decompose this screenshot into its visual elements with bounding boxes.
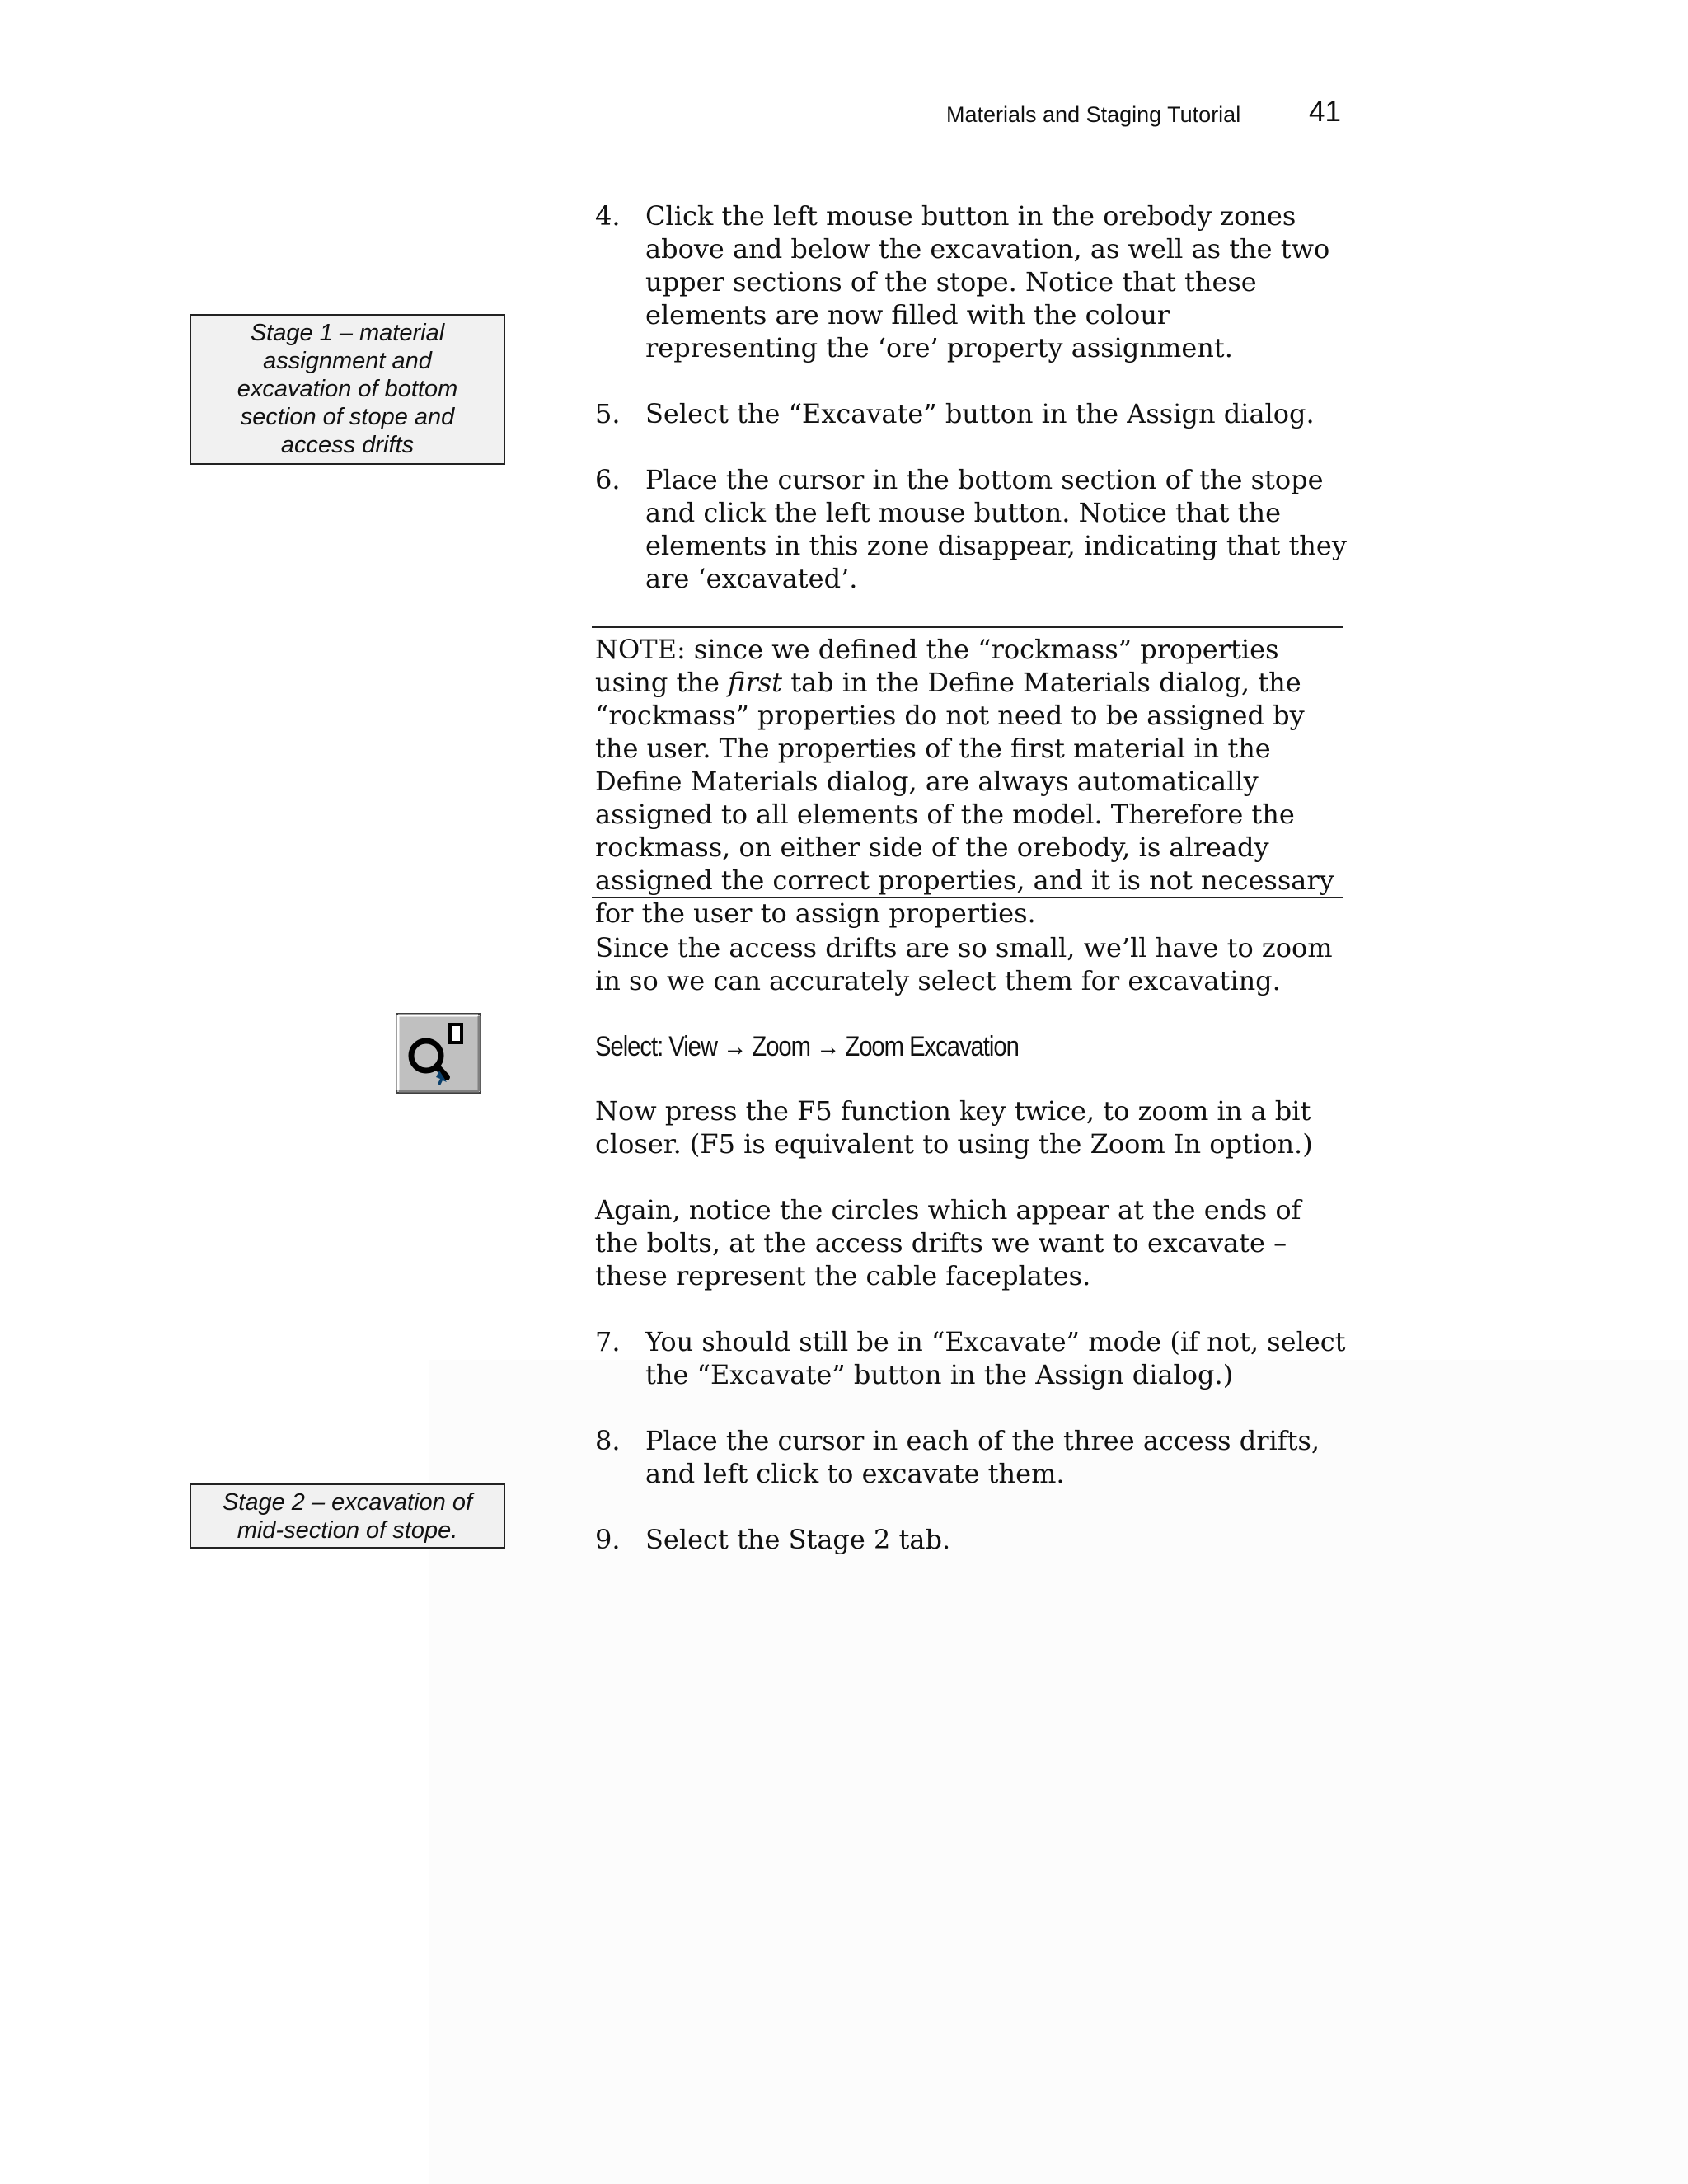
note-text [595,633,1343,930]
select-command: Select: View → Zoom → Zoom Excavation [595,1031,1019,1062]
step-text: Place the cursor in each of the three access drifts, and left click to excavate them. [645,1425,1320,1489]
stage1-margin-note: Stage 1 – material assignment and excavation of bottom section of stope and access drifts [190,314,505,465]
circles-paragraph: Again, notice the circles which appear at the ends of the bolts, at the access drifts we want to excavate – these represent the cable faceplates. [595,1194,1301,1291]
step-8 [595,1424,1349,1490]
step-text: You should still be in “Excavate” mode (if not, select the “Excavate” button in the Assign dialog.) [645,1326,1346,1390]
note-box [592,626,1343,929]
step-9 [595,1523,1349,1556]
step-text: Select the Stage 2 tab. [645,1524,951,1555]
step-text: Place the cursor in the bottom section of the stope and click the left mouse button. Notice that the elements in this zone disappear, indicating that they are ‘excavated’. [645,464,1347,594]
step-number: 9. [595,1524,621,1555]
step-number: 4. [595,200,621,232]
step-number: 5. [595,398,621,429]
step-number: 6. [595,464,621,495]
note-text-before: NOTE: since we defined the “rockmass” properties using the [595,634,1279,698]
zoom-intro-paragraph: Since the access drifts are so small, we’ll have to zoom in so we can accurately select them for excavating. [595,932,1333,996]
step-number: 8. [595,1425,621,1456]
f5-paragraph: Now press the F5 function key twice, to zoom in a bit closer. (F5 is equivalent to using the Zoom In option.) [595,1095,1313,1160]
running-header: Materials and Staging Tutorial [946,102,1241,127]
page-number: 41 [1309,96,1341,128]
main-content [595,199,1349,1556]
note-emphasis: first [728,667,783,698]
step-text: Click the left mouse button in the orebody zones above and below the excavation, as well as the two upper sections of the stope. Notice that these elements are now filled with the colour representing the ‘ore’ property assignment. [645,200,1330,363]
step-6 [595,463,1349,595]
note-text-after: tab in the Define Materials dialog, the “rockmass” properties do not need to be assigned by the user. The properties of the first material in the Define Materials dialog, are always automatically assigned to all elements of the model. Therefore the rockmass, on either side of the orebody, is already assigned the correct properties, and it is not necessary for the user to assign properties. [595,667,1334,929]
zoom-excavation-icon [396,1013,481,1094]
step-4 [595,199,1349,364]
step-text: Select the “Excavate” button in the Assign dialog. [645,398,1315,429]
step-7 [595,1325,1349,1391]
stage2-margin-note: Stage 2 – excavation of mid-section of stope. [190,1483,505,1549]
step-5 [595,397,1349,430]
step-number: 7. [595,1326,621,1357]
